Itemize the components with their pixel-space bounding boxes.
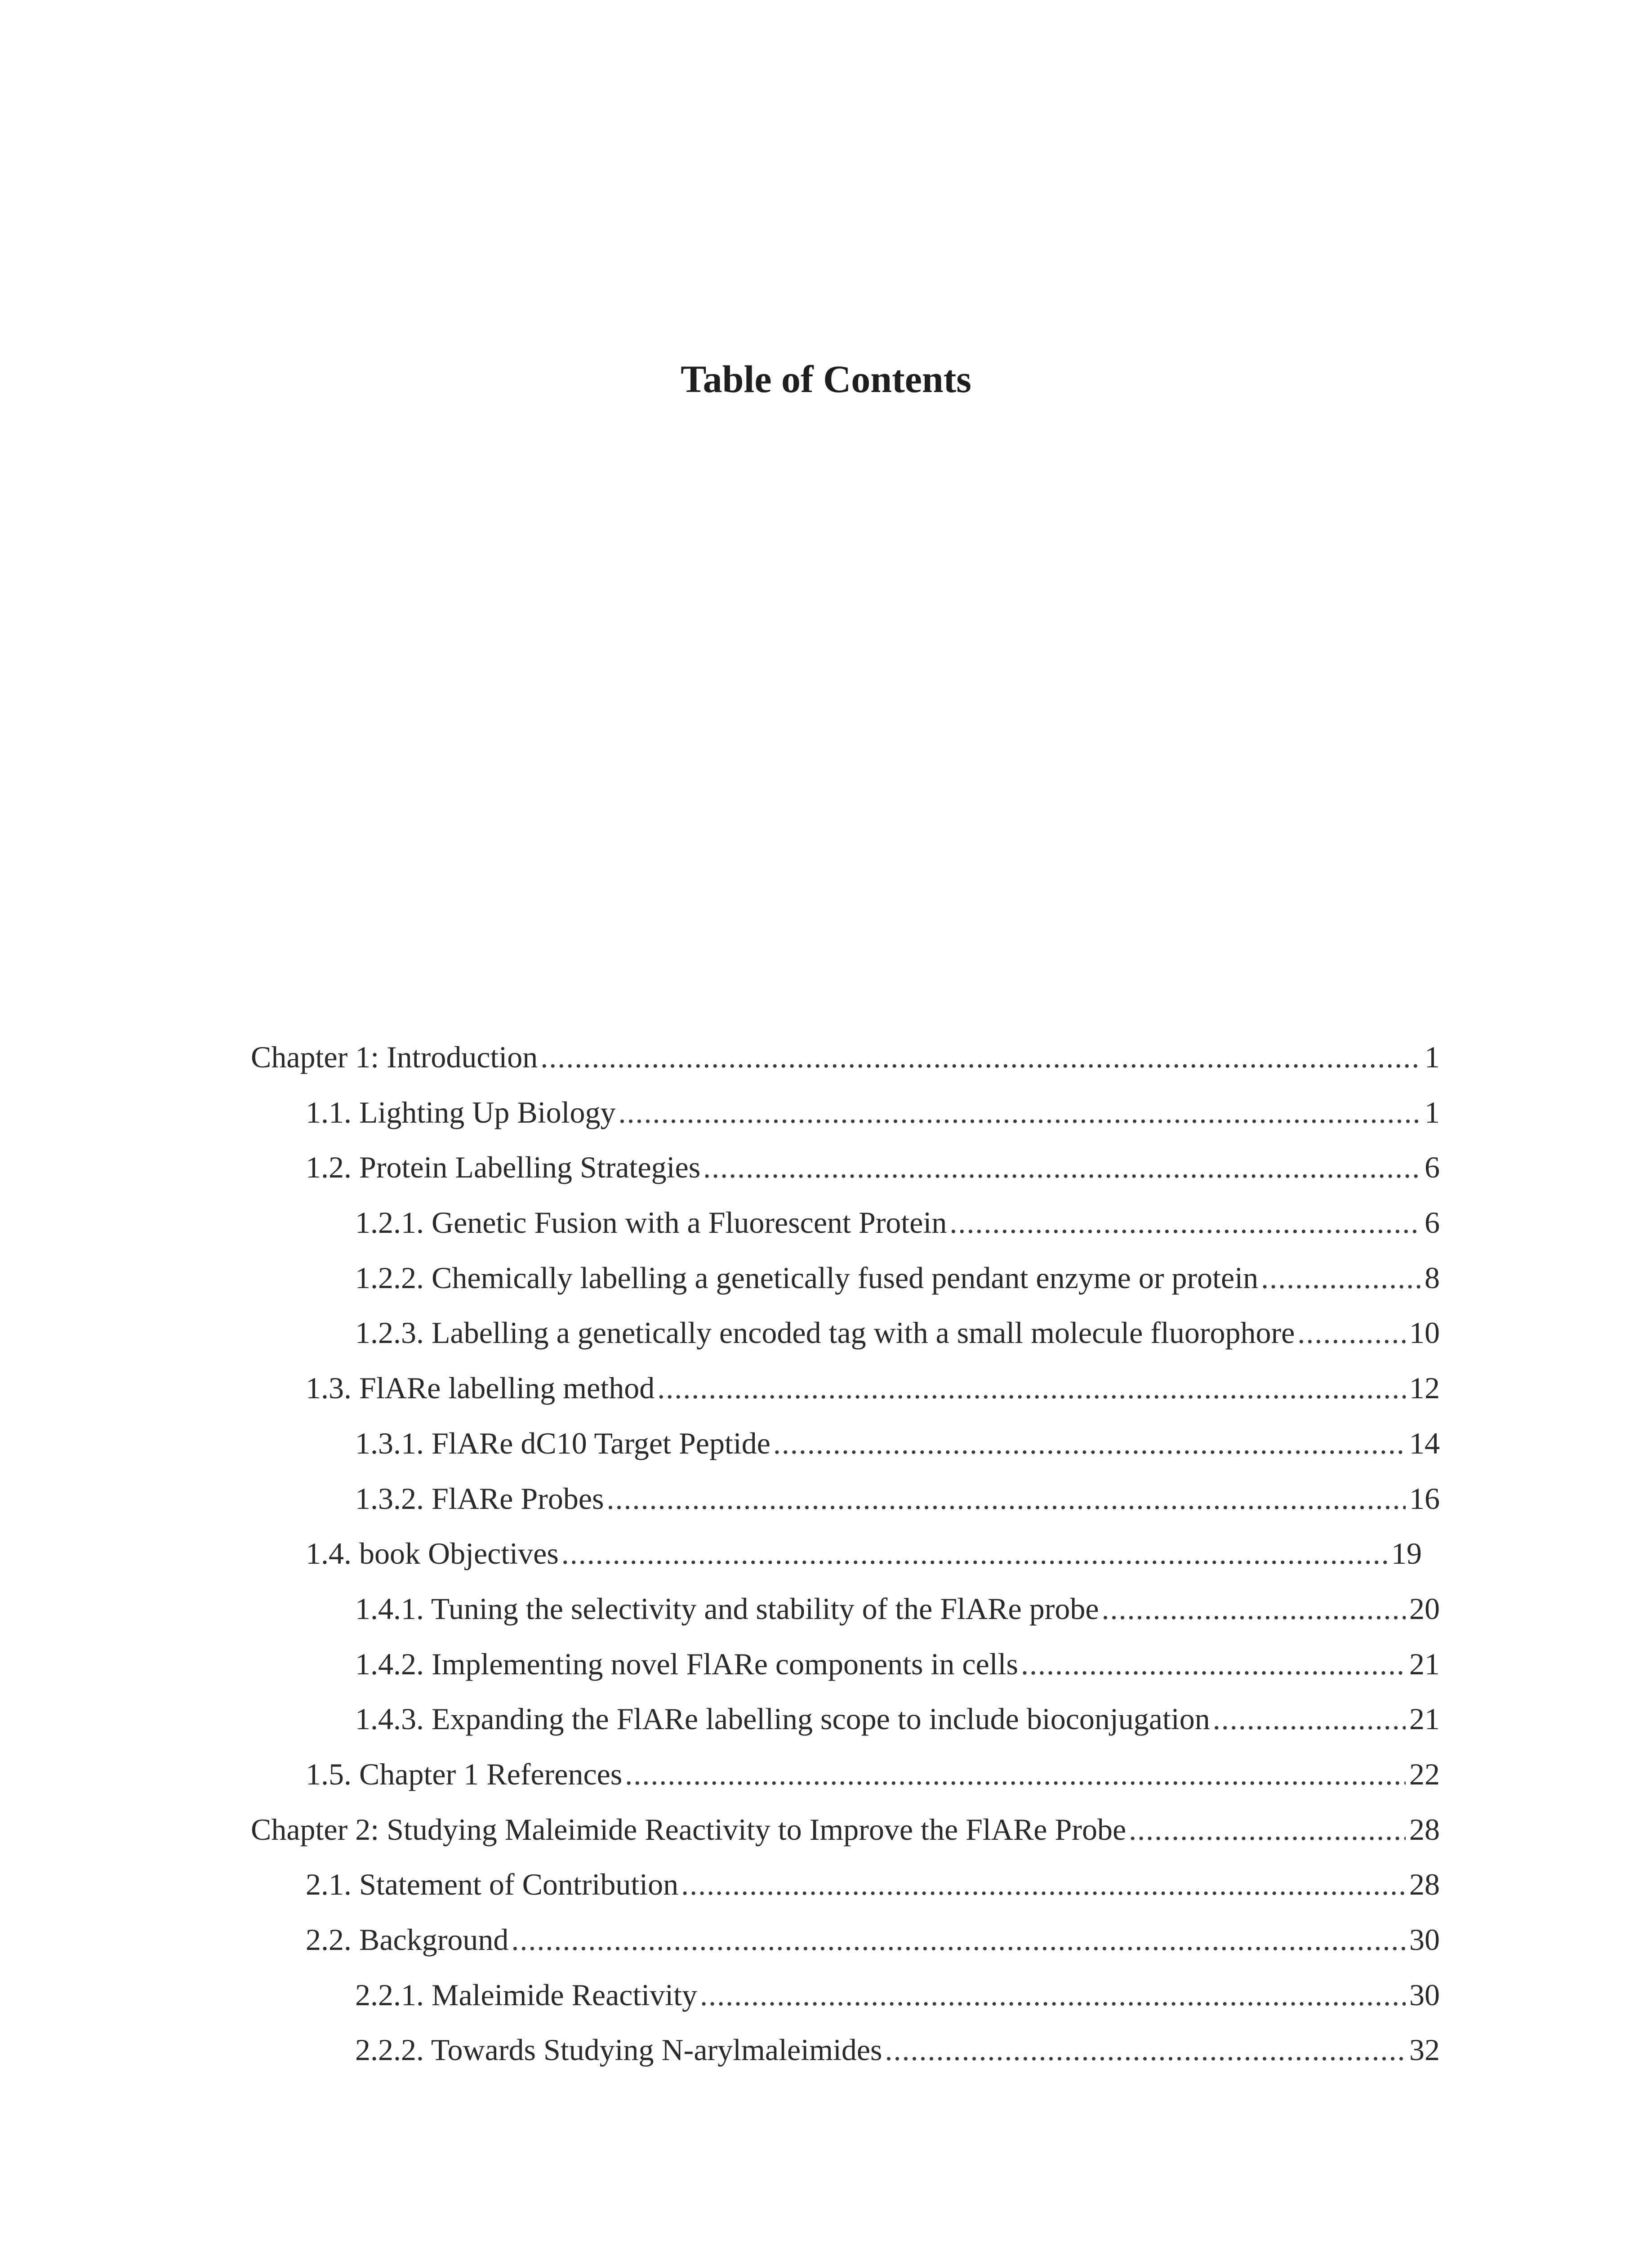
toc-entry-page-number: 28 xyxy=(1409,1867,1440,1902)
dot-leader xyxy=(703,1140,1421,1195)
toc-entry-page-number: 19 xyxy=(1391,1536,1422,1571)
toc-entry-label: 1.2.2. Chemically labelling a genetically fused pendant enzyme or protein xyxy=(355,1260,1259,1295)
dot-leader xyxy=(618,1085,1421,1140)
toc-entry-label: 1.2.1. Genetic Fusion with a Fluorescent Protein xyxy=(355,1205,947,1240)
toc-entry[interactable] xyxy=(251,1912,1440,1967)
toc-entry[interactable] xyxy=(251,2022,1440,2078)
dot-leader xyxy=(1261,1250,1421,1306)
toc-entry[interactable] xyxy=(251,1526,1422,1581)
table-of-contents xyxy=(251,1030,1440,2078)
dot-leader xyxy=(540,1030,1421,1085)
toc-entry[interactable] xyxy=(251,1747,1440,1802)
toc-entry-label: 1.5. Chapter 1 References xyxy=(306,1757,623,1791)
toc-entry-label: 1.3. FlARe labelling method xyxy=(306,1371,655,1405)
toc-entry[interactable] xyxy=(251,1802,1440,1857)
toc-entry-label: 2.1. Statement of Contribution xyxy=(306,1867,679,1902)
toc-entry-label: 1.1. Lighting Up Biology xyxy=(306,1095,616,1129)
toc-entry-page-number: 32 xyxy=(1409,2033,1440,2067)
toc-entry-label: 1.4. book Objectives xyxy=(306,1536,559,1571)
toc-entry-label: 1.2. Protein Labelling Strategies xyxy=(306,1150,701,1185)
toc-entry[interactable] xyxy=(251,1691,1440,1747)
toc-entry-label: 1.3.1. FlARe dC10 Target Peptide xyxy=(355,1426,770,1460)
dot-leader xyxy=(1102,1581,1406,1637)
toc-entry-page-number: 8 xyxy=(1425,1260,1440,1295)
toc-entry-label: 1.3.2. FlARe Probes xyxy=(355,1481,604,1516)
dot-leader xyxy=(625,1747,1406,1802)
toc-entry[interactable] xyxy=(251,1967,1440,2023)
toc-entry-page-number: 16 xyxy=(1409,1481,1440,1516)
dot-leader xyxy=(949,1195,1421,1250)
dot-leader xyxy=(1213,1691,1406,1747)
toc-entry[interactable] xyxy=(251,1637,1440,1692)
toc-entry[interactable] xyxy=(251,1581,1440,1637)
toc-entry-page-number: 10 xyxy=(1409,1316,1440,1350)
toc-entry-page-number: 1 xyxy=(1425,1040,1440,1074)
toc-entry-label: 2.2.1. Maleimide Reactivity xyxy=(355,1977,698,2012)
dot-leader xyxy=(511,1912,1406,1967)
toc-entry-page-number: 22 xyxy=(1409,1757,1440,1791)
dot-leader xyxy=(700,1967,1406,2023)
toc-entry-label: 1.4.1. Tuning the selectivity and stability of the FlARe probe xyxy=(355,1591,1099,1626)
toc-entry-label: 1.4.3. Expanding the FlARe labelling scope to include bioconjugation xyxy=(355,1702,1210,1736)
toc-entry-label: Chapter 1: Introduction xyxy=(251,1040,538,1074)
dot-leader xyxy=(885,2022,1406,2078)
toc-entry[interactable] xyxy=(251,1471,1440,1526)
dot-leader xyxy=(561,1526,1388,1581)
page-title: Table of Contents xyxy=(681,357,971,401)
toc-entry-page-number: 30 xyxy=(1409,1922,1440,1957)
toc-entry[interactable] xyxy=(251,1085,1440,1140)
toc-entry-page-number: 1 xyxy=(1425,1095,1440,1129)
toc-entry[interactable] xyxy=(251,1360,1440,1416)
dot-leader xyxy=(1297,1305,1406,1360)
toc-entry-label: 2.2. Background xyxy=(306,1922,509,1957)
toc-entry-page-number: 12 xyxy=(1409,1371,1440,1405)
toc-entry-page-number: 30 xyxy=(1409,1977,1440,2012)
toc-entry[interactable] xyxy=(251,1305,1440,1360)
toc-entry-label: 1.2.3. Labelling a genetically encoded tag with a small molecule fluorophore xyxy=(355,1316,1295,1350)
toc-entry-label: Chapter 2: Studying Maleimide Reactivity to Improve the FlARe Probe xyxy=(251,1812,1127,1847)
dot-leader xyxy=(606,1471,1406,1526)
dot-leader xyxy=(681,1857,1406,1912)
dot-leader xyxy=(773,1416,1406,1471)
dot-leader xyxy=(1129,1802,1406,1857)
toc-entry-page-number: 21 xyxy=(1409,1646,1440,1681)
toc-entry[interactable] xyxy=(251,1250,1440,1306)
toc-entry-page-number: 6 xyxy=(1425,1205,1440,1240)
toc-entry[interactable] xyxy=(251,1195,1440,1250)
toc-entry-page-number: 6 xyxy=(1425,1150,1440,1185)
toc-entry[interactable] xyxy=(251,1140,1440,1195)
toc-entry[interactable] xyxy=(251,1416,1440,1471)
toc-entry-page-number: 28 xyxy=(1409,1812,1440,1847)
toc-entry[interactable] xyxy=(251,1030,1440,1085)
dot-leader xyxy=(657,1360,1406,1416)
dot-leader xyxy=(1021,1637,1406,1692)
toc-entry-page-number: 14 xyxy=(1409,1426,1440,1460)
toc-entry[interactable] xyxy=(251,1857,1440,1912)
toc-entry-page-number: 20 xyxy=(1409,1591,1440,1626)
toc-entry-page-number: 21 xyxy=(1409,1702,1440,1736)
toc-entry-label: 2.2.2. Towards Studying N-arylmaleimides xyxy=(355,2033,882,2067)
toc-entry-label: 1.4.2. Implementing novel FlARe components in cells xyxy=(355,1646,1019,1681)
